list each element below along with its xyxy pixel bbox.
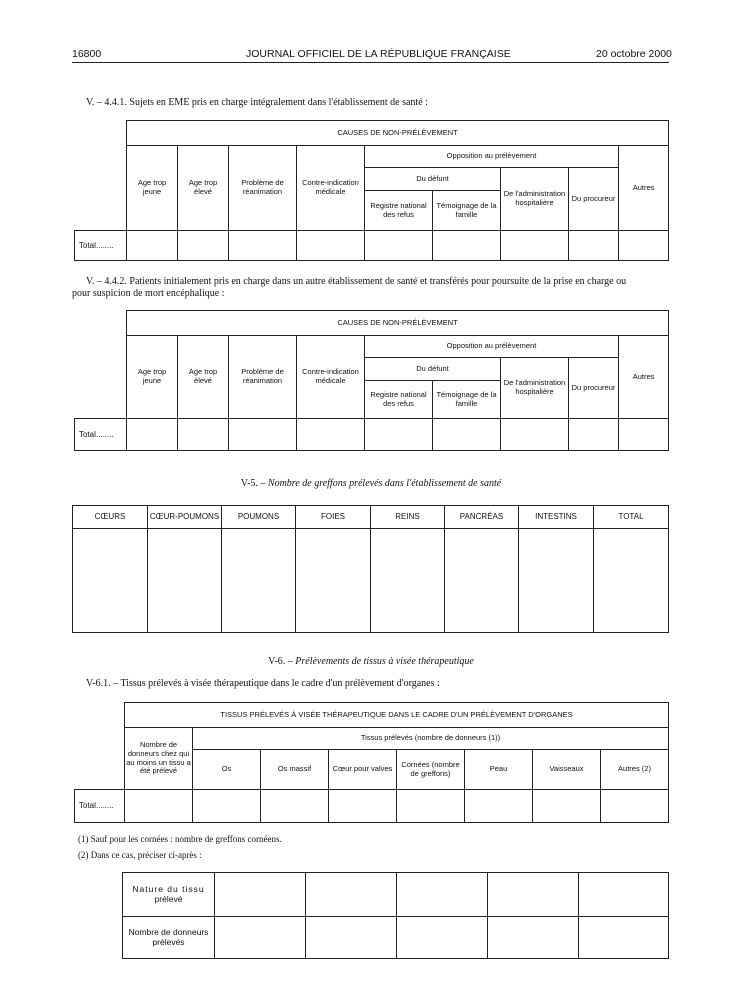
col-autres: Autres xyxy=(619,146,669,231)
section-442-caption-line2: pour suspicion de mort encéphalique : xyxy=(72,288,225,299)
du-defunt-header: Du défunt xyxy=(365,168,501,191)
col-age-trop-jeune: Age trop jeune xyxy=(127,146,178,231)
journal-title: JOURNAL OFFICIEL DE LA RÉPUBLIQUE FRANÇAISE xyxy=(246,48,511,60)
section-v6-title-text: Prélèvements de tissus à visée thérapeutique xyxy=(295,656,474,667)
col-poumons: POUMONS xyxy=(222,506,296,529)
total-cell xyxy=(127,419,178,451)
col-procureur: Du procureur xyxy=(569,358,619,419)
total-label: Total........ xyxy=(75,419,127,451)
nature-cell xyxy=(579,917,669,959)
total-cell xyxy=(501,231,569,261)
nature-cell xyxy=(488,917,579,959)
du-defunt-header: Du défunt xyxy=(365,358,501,381)
col-probleme-reanimation: Problème de réanimation xyxy=(229,146,297,231)
nature-cell xyxy=(397,917,488,959)
causes-table-441 xyxy=(74,120,669,261)
total-label: Total........ xyxy=(75,790,125,823)
total-cell xyxy=(229,419,297,451)
data-cell xyxy=(445,529,519,633)
col-temoignage: Témoignage de la famille xyxy=(433,381,501,419)
col-coeurs: CŒURS xyxy=(73,506,148,529)
nature-cell xyxy=(215,917,306,959)
col-total: TOTAL xyxy=(594,506,669,529)
nombre-donneurs-line2: prélevés xyxy=(152,936,185,947)
data-cell xyxy=(594,529,669,633)
nature-cell xyxy=(397,873,488,917)
total-cell xyxy=(465,790,533,823)
nature-cell xyxy=(306,873,397,917)
nature-tissu-line1: Nature du tissu xyxy=(132,883,205,894)
col-pancreas: PANCRÉAS xyxy=(445,506,519,529)
col-coeur-poumons: CŒUR-POUMONS xyxy=(148,506,222,529)
nombre-donneurs-label xyxy=(123,917,215,959)
col-autres: Autres xyxy=(619,336,669,419)
col-administration: De l'administration hospitalière xyxy=(501,168,569,231)
nature-cell xyxy=(579,873,669,917)
col-vaisseaux: Vaisseaux xyxy=(533,750,601,790)
col-os-massif: Os massif xyxy=(261,750,329,790)
data-cell xyxy=(222,529,296,633)
total-cell xyxy=(365,419,433,451)
data-cell xyxy=(371,529,445,633)
section-v6-prefix: V-6. – xyxy=(268,656,293,667)
total-cell xyxy=(125,790,193,823)
total-cell xyxy=(601,790,669,823)
greffons-table xyxy=(72,505,669,633)
publication-date: 20 octobre 2000 xyxy=(596,48,672,60)
total-cell xyxy=(433,231,501,261)
total-cell xyxy=(261,790,329,823)
col-foies: FOIES xyxy=(296,506,371,529)
nature-cell xyxy=(306,917,397,959)
data-cell xyxy=(148,529,222,633)
page-number: 16800 xyxy=(72,48,102,60)
footnote-2: (2) Dans ce cas, préciser ci-après : xyxy=(78,850,202,860)
total-cell xyxy=(127,231,178,261)
total-cell xyxy=(178,231,229,261)
section-v5-prefix: V-5. – xyxy=(240,478,266,489)
col-os: Os xyxy=(193,750,261,790)
section-441-caption: V. – 4.4.1. Sujets en EME pris en charge intégralement dans l'établissement de santé : xyxy=(86,97,428,108)
total-cell xyxy=(178,419,229,451)
nature-cell xyxy=(215,873,306,917)
nature-tissu-label xyxy=(123,873,215,917)
data-cell xyxy=(73,529,148,633)
col-administration: De l'administration hospitalière xyxy=(501,358,569,419)
header-rule xyxy=(72,62,669,63)
col-autres: Autres (2) xyxy=(601,750,669,790)
total-cell xyxy=(297,419,365,451)
col-coeur-valves: Cœur pour valves xyxy=(329,750,397,790)
section-442-caption-line1: V. – 4.4.2. Patients initialement pris en charge dans un autre établissement de santé et transférés pour poursuite de la prise en charge ou xyxy=(86,276,627,287)
opposition-header: Opposition au prélèvement xyxy=(365,336,619,358)
total-cell xyxy=(397,790,465,823)
total-cell xyxy=(569,231,619,261)
col-registre: Registre national des refus xyxy=(365,191,433,231)
total-cell xyxy=(569,419,619,451)
section-v5-title-text: Nombre de greffons prélevés dans l'établissement de santé xyxy=(267,478,502,489)
total-cell xyxy=(229,231,297,261)
section-v6-title xyxy=(74,656,668,667)
col-peau: Peau xyxy=(465,750,533,790)
causes-title: CAUSES DE NON-PRÉLÈVEMENT xyxy=(127,311,669,336)
footnote-1: (1) Sauf pour les cornées : nombre de greffons cornéens. xyxy=(78,834,282,844)
opposition-header: Opposition au prélèvement xyxy=(365,146,619,168)
col-intestins: INTESTINS xyxy=(519,506,594,529)
total-cell xyxy=(433,419,501,451)
nombre-donneurs-line1: Nombre de donneurs xyxy=(128,926,209,937)
data-cell xyxy=(296,529,371,633)
col-probleme-reanimation: Problème de réanimation xyxy=(229,336,297,419)
col-contre-indication: Contre-indication médicale xyxy=(297,146,365,231)
total-cell xyxy=(297,231,365,261)
total-cell xyxy=(365,231,433,261)
col-contre-indication: Contre-indication médicale xyxy=(297,336,365,419)
nature-table xyxy=(122,872,669,959)
causes-title: CAUSES DE NON-PRÉLÈVEMENT xyxy=(127,121,669,146)
total-cell xyxy=(193,790,261,823)
section-v5-title xyxy=(74,478,668,489)
col-age-trop-jeune: Age trop jeune xyxy=(127,336,178,419)
causes-table-442 xyxy=(74,310,669,451)
data-cell xyxy=(519,529,594,633)
col-temoignage: Témoignage de la famille xyxy=(433,191,501,231)
total-cell xyxy=(501,419,569,451)
col-nombre-donneurs: Nombre de donneurs chez qui au moins un tissu a été prélevé xyxy=(125,728,193,790)
total-label: Total........ xyxy=(75,231,127,261)
nature-cell xyxy=(488,873,579,917)
total-cell xyxy=(329,790,397,823)
total-cell xyxy=(533,790,601,823)
tissus-table xyxy=(74,702,669,823)
section-v61-caption: V-6.1. – Tissus prélevés à visée thérapeutique dans le cadre d'un prélèvement d'organes : xyxy=(86,678,440,689)
col-registre: Registre national des refus xyxy=(365,381,433,419)
col-cornees: Cornées (nombre de greffons) xyxy=(397,750,465,790)
col-age-trop-eleve: Age trop élevé xyxy=(178,336,229,419)
tissus-title: TISSUS PRÉLEVÉS À VISÉE THÉRAPEUTIQUE DANS LE CADRE D'UN PRÉLÈVEMENT D'ORGANES xyxy=(125,703,669,728)
col-reins: REINS xyxy=(371,506,445,529)
nature-tissu-line2: prélevé xyxy=(154,893,183,904)
total-cell xyxy=(619,231,669,261)
col-procureur: Du procureur xyxy=(569,168,619,231)
total-cell xyxy=(619,419,669,451)
tissus-preleves-header: Tissus prélevés (nombre de donneurs (1)) xyxy=(193,728,669,750)
col-age-trop-eleve: Age trop élevé xyxy=(178,146,229,231)
